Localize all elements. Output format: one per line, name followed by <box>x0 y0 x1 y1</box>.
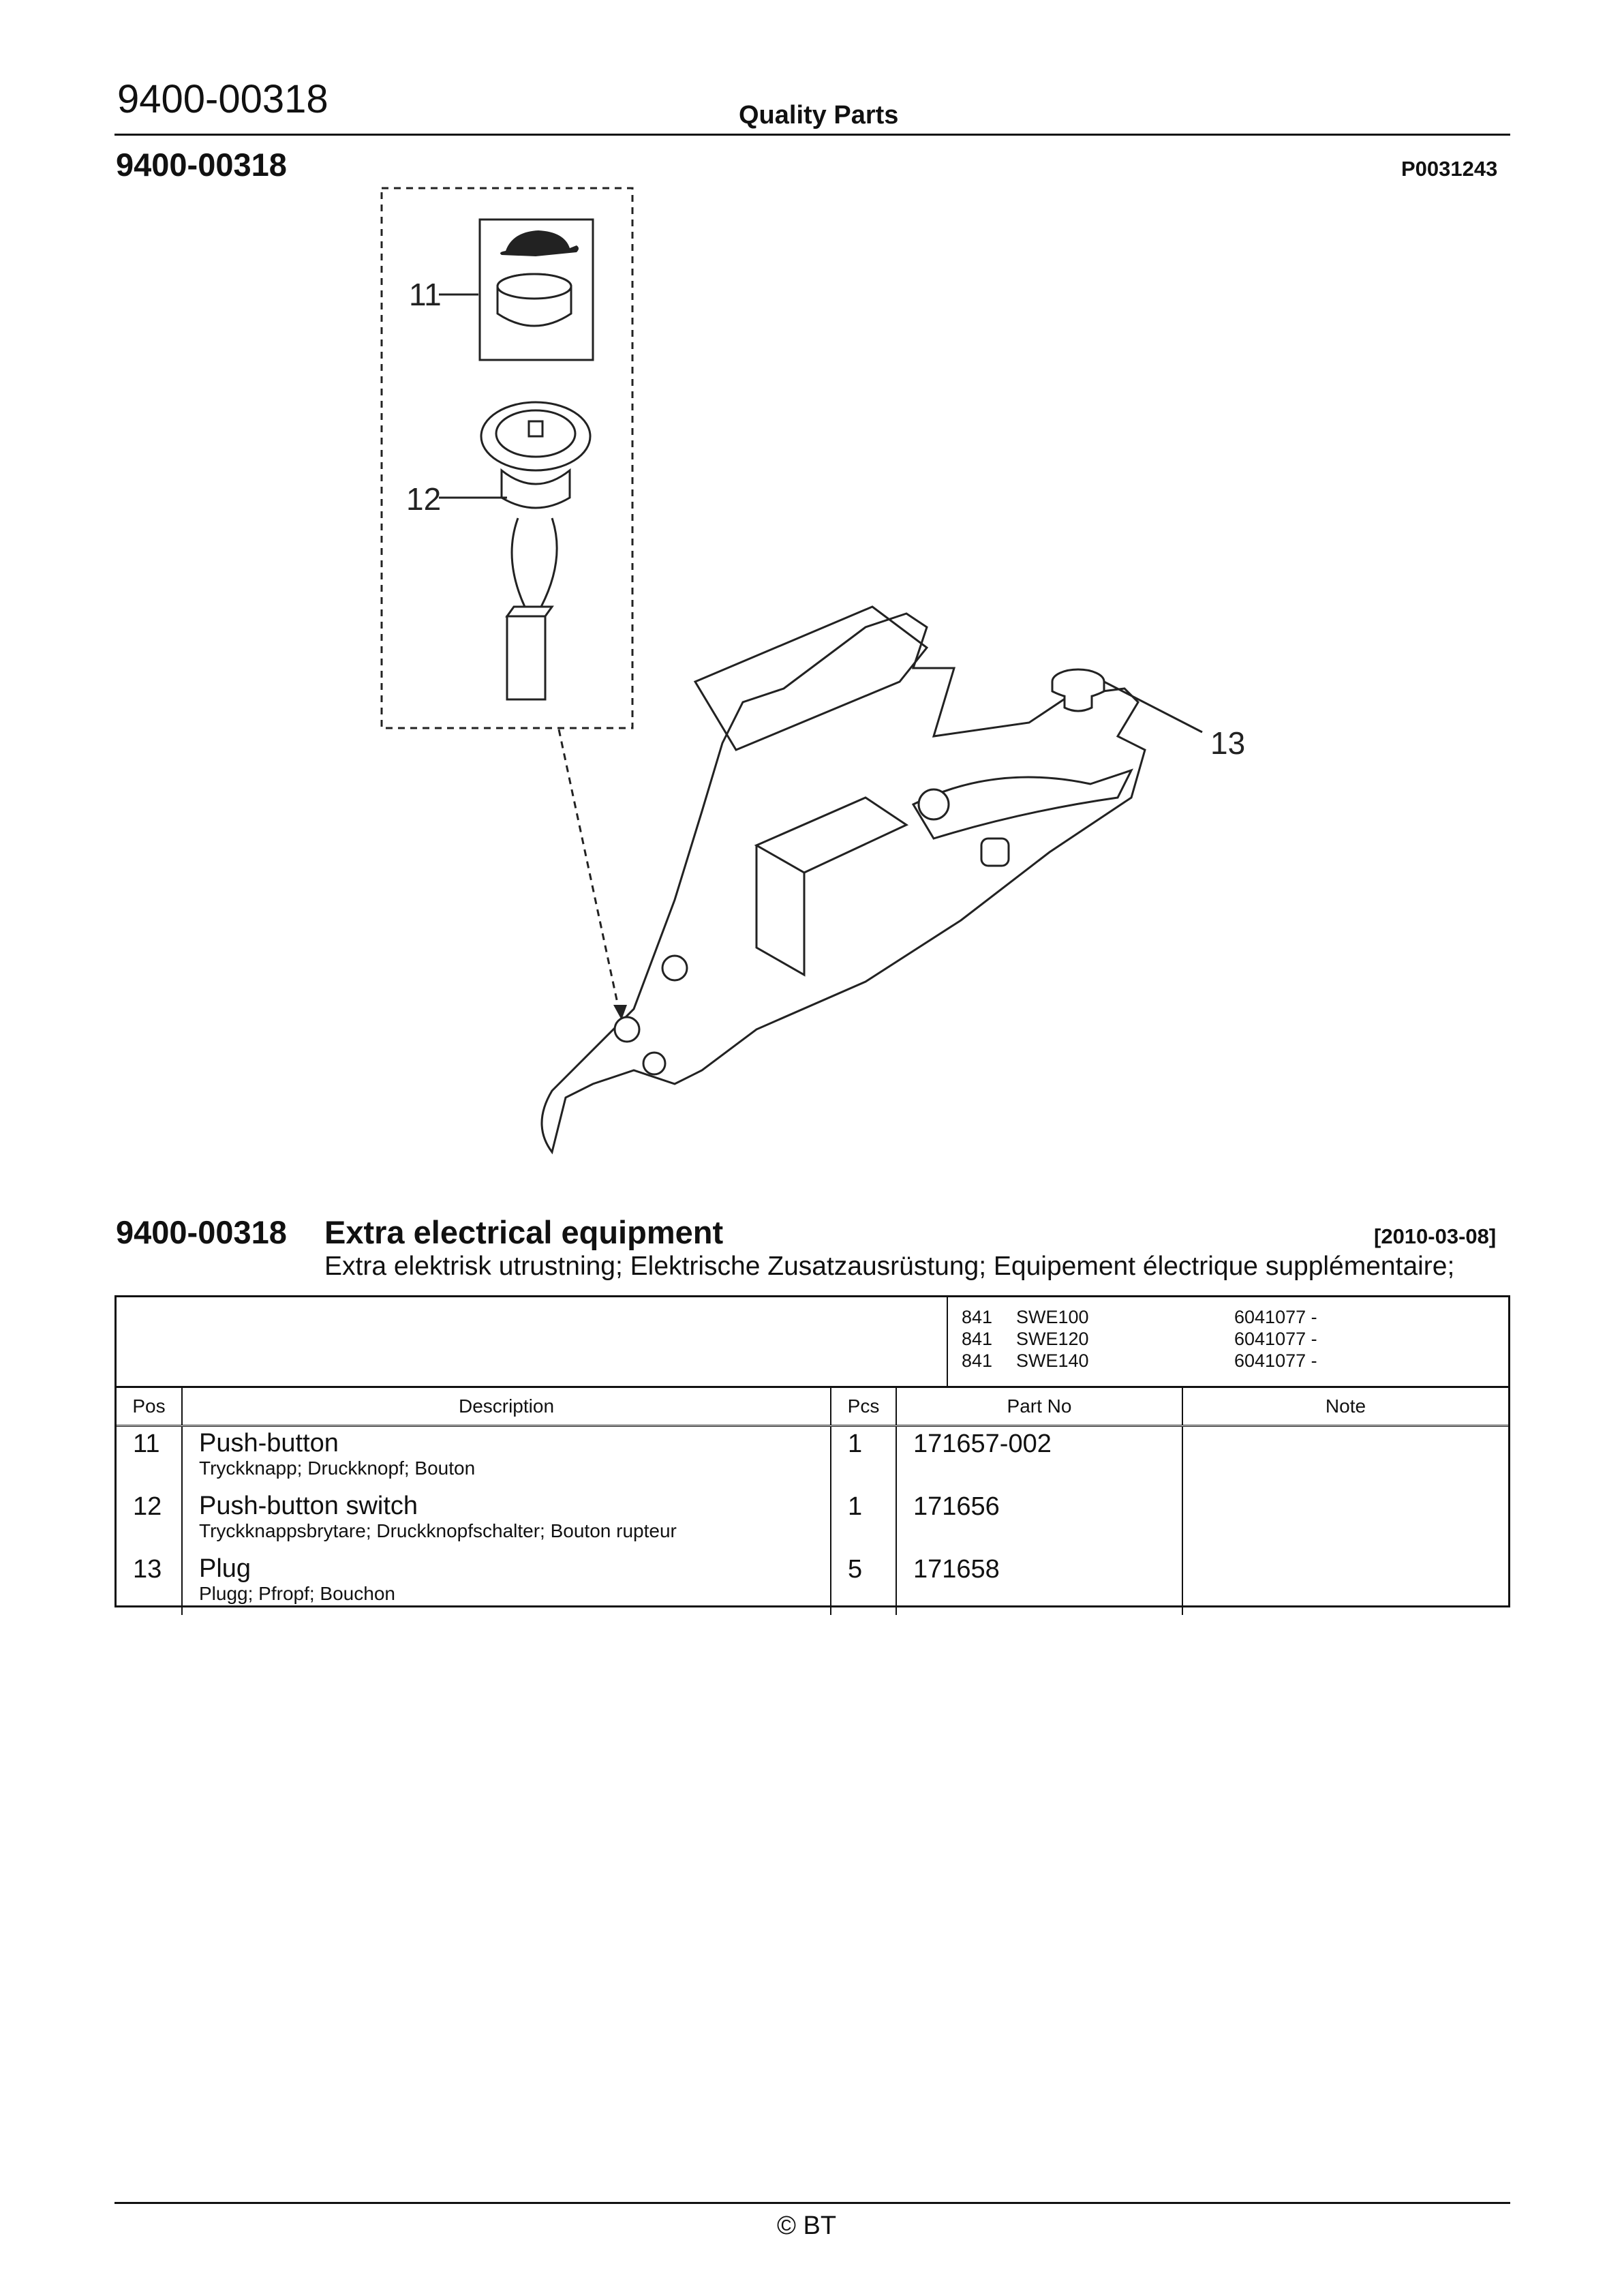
push-button-switch-illustration <box>481 402 590 699</box>
model-name: SWE100 <box>1016 1307 1089 1327</box>
cell-pcs: 1 <box>831 1490 896 1552</box>
model-code: 841 <box>962 1350 993 1371</box>
callout-12: 12 <box>406 481 442 517</box>
model-serial: 6041077 - <box>1234 1307 1317 1327</box>
model-applicability <box>947 1297 1508 1386</box>
cell-part-no: 171658 <box>896 1552 1182 1615</box>
description-text: Push-button switch <box>199 1492 418 1520</box>
model-serial: 6041077 - <box>1234 1329 1317 1349</box>
model-name: SWE120 <box>1016 1329 1089 1349</box>
copyright: © BT <box>777 2211 837 2240</box>
cell-note <box>1182 1426 1508 1490</box>
part-code: 9400-00318 <box>116 1214 287 1250</box>
cell-pcs: 5 <box>831 1552 896 1615</box>
parts-table <box>114 1295 1510 1607</box>
header-title: Quality Parts <box>739 101 899 130</box>
part-date: [2010-03-08] <box>1374 1224 1497 1248</box>
cell-pos: 12 <box>117 1490 182 1552</box>
cell-part-no: 171656 <box>896 1490 1182 1552</box>
document-number: 9400-00318 <box>117 77 328 121</box>
model-row <box>948 1350 1508 1372</box>
table-row <box>117 1490 1508 1552</box>
model-row <box>948 1307 1508 1329</box>
table-header-row <box>117 1388 1508 1426</box>
description-translations: Tryckknappsbrytare; Druckknopfschalter; Bouton rupteur <box>199 1520 677 1541</box>
column-header-pcs: Pcs <box>831 1388 896 1426</box>
column-header-description: Description <box>182 1388 831 1426</box>
cell-note <box>1182 1490 1508 1552</box>
cell-description <box>182 1490 831 1552</box>
column-header-note: Note <box>1182 1388 1508 1426</box>
column-header-part-no: Part No <box>896 1388 1182 1426</box>
cell-pcs: 1 <box>831 1426 896 1490</box>
model-row <box>948 1329 1508 1350</box>
cell-part-no: 171657-002 <box>896 1426 1182 1490</box>
part-title: Extra electrical equipment <box>324 1214 724 1250</box>
description-text: Push-button <box>199 1429 339 1457</box>
part-title-translations: Extra elektrisk utrustning; Elektrische Zusatzausrüstung; Equipement électrique supplémentaire; <box>324 1252 1455 1281</box>
model-name: SWE140 <box>1016 1350 1089 1371</box>
cell-description <box>182 1552 831 1615</box>
callout-11: 11 <box>409 277 442 312</box>
model-code: 841 <box>962 1307 993 1327</box>
cell-description <box>182 1426 831 1490</box>
callout-13: 13 <box>1210 725 1246 761</box>
push-button-illustration <box>480 220 593 360</box>
column-header-pos: Pos <box>117 1388 182 1426</box>
parts-list <box>117 1388 1508 1615</box>
cell-note <box>1182 1552 1508 1615</box>
description-translations: Tryckknapp; Druckknopf; Bouton <box>199 1457 476 1479</box>
footer-divider <box>114 2202 1510 2204</box>
description-translations: Plugg; Pfropf; Bouchon <box>199 1583 395 1604</box>
table-row <box>117 1426 1508 1490</box>
model-code: 841 <box>962 1329 993 1349</box>
drawing-id: P0031243 <box>1401 157 1498 181</box>
cell-pos: 13 <box>117 1552 182 1615</box>
cell-pos: 11 <box>117 1426 182 1490</box>
model-serial: 6041077 - <box>1234 1350 1317 1371</box>
table-row <box>117 1552 1508 1615</box>
section-code: 9400-00318 <box>116 147 287 183</box>
description-text: Plug <box>199 1554 251 1583</box>
